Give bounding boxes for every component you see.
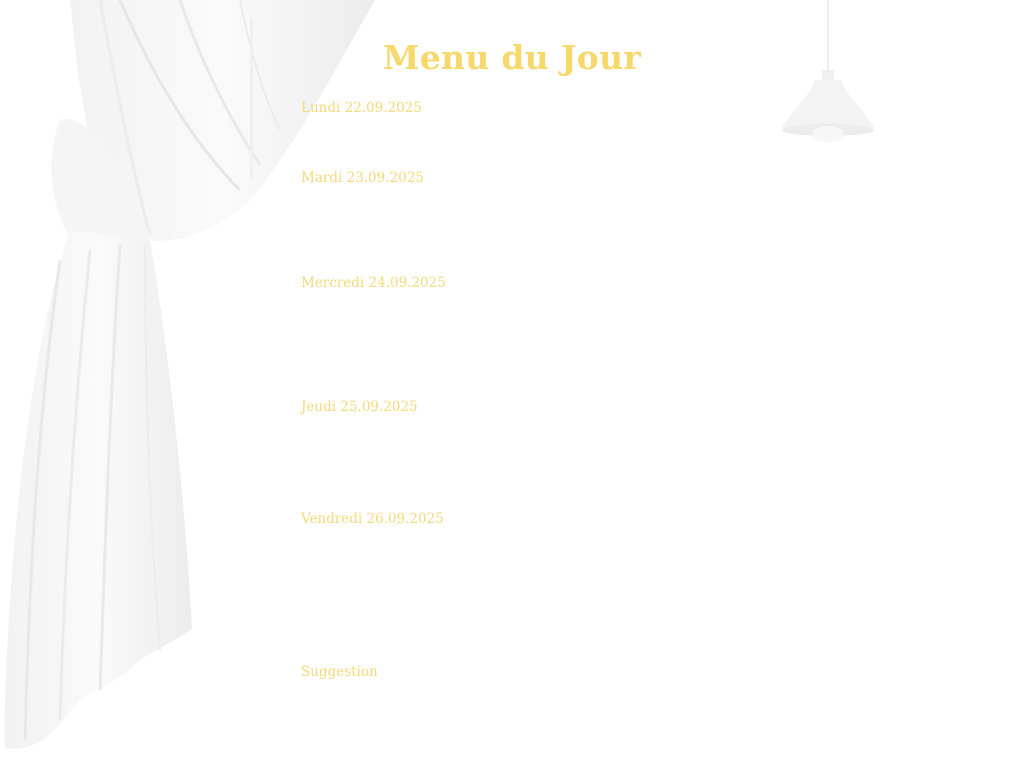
day-heading-thursday: Jeudi 25.09.2025: [301, 399, 418, 415]
day-heading-wednesday: Mercredi 24.09.2025: [301, 275, 446, 291]
suggestion-heading: Suggestion: [301, 664, 378, 680]
day-heading-tuesday: Mardi 23.09.2025: [301, 170, 424, 186]
page-title: Menu du Jour: [382, 38, 642, 77]
day-heading-monday: Lundi 22.09.2025: [301, 100, 422, 116]
pendant-lamp-icon: [770, 0, 890, 160]
day-heading-friday: Vendredi 26.09.2025: [301, 511, 444, 527]
